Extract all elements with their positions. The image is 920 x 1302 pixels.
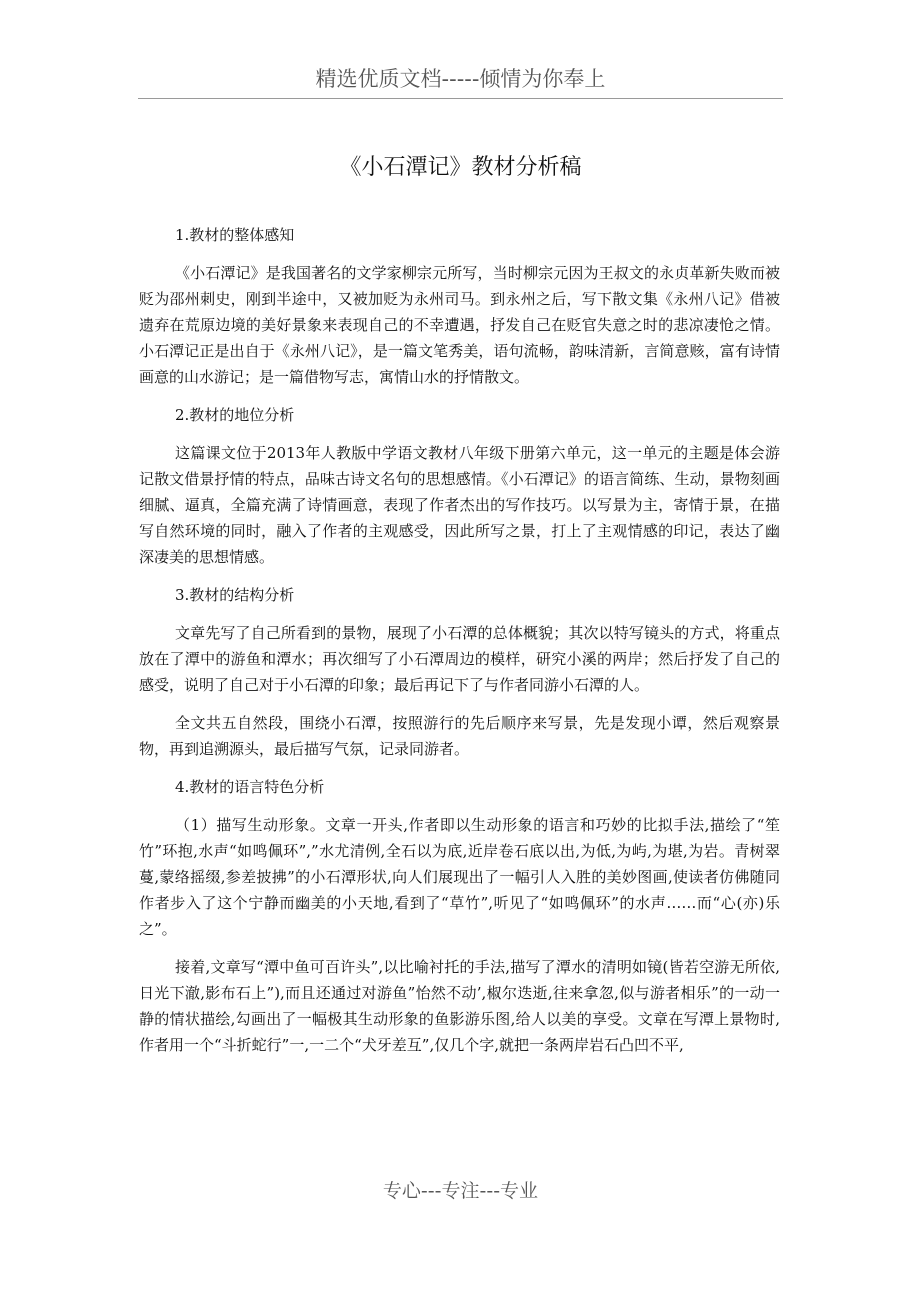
section-heading-2: 2.教材的地位分析: [175, 406, 295, 424]
section-4-paragraph-2: 接着,文章写“潭中鱼可百许头”,以比喻衬托的手法,描写了潭水的清明如镜(皆若空游无所依,日光下澈,影布石上”),而且还通过对游鱼”怡然不动’,椒尔迭逝,往来拿忽,似与游者相乐”的一动一静的情状描绘,勾画出了一幅极其生动形象的鱼影游乐图,给人以美的享受。文章在写潭上景物时,作者用一个“斗折蛇行”一,一二个“犬牙差互”,仅几个字,就把一条两岸岩石凸凹不平,: [139, 958, 780, 1054]
section-4-paragraph-1: （1）描写生动形象。文章一开头,作者即以生动形象的语言和巧妙的比拟手法,描绘了“笙竹”环抱,水声“如鸣佩环”,”水尤清例,全石以为底,近岸卷石底以出,为低,为屿,为堪,为岩。青树翠蔓,蒙络摇缀,参差披拂”的小石潭形状,向人们展现出了一幅引人入胜的美妙图画,使读者仿佛随同作者步入了这个宁静而幽美的小天地,看到了“草竹”,听见了“如鸣佩环”的水声……而“心(亦)乐之”。: [139, 816, 780, 938]
section-2-paragraph-1: 这篇课文位于2013年人教版中学语文教材八年级下册第六单元，这一单元的主题是体会游记散文借景抒情的特点，品味古诗文名句的思想感情。《小石潭记》的语言简练、生动，景物刻画细腻、逼真，全篇充满了诗情画意，表现了作者杰出的写作技巧。以写景为主，寄情于景，在描写自然环境的同时，融入了作者的主观感受，因此所写之景，打上了主观情感的印记，表达了幽深凄美的思想情感。: [139, 444, 780, 566]
section-3-paragraph-1: 文章先写了自己所看到的景物，展现了小石潭的总体概貌；其次以特写镜头的方式，将重点放在了潭中的游鱼和潭水；再次细写了小石潭周边的模样，研究小溪的两岸；然后抒发了自己的感受，说明了自己对于小石潭的印象；最后再记下了与作者同游小石潭的人。: [139, 624, 780, 694]
section-1-paragraph-1: 《小石潭记》是我国著名的文学家柳宗元所写，当时柳宗元因为王叔文的永贞革新失败而被贬为邵州刺史，刚到半途中，又被加贬为永州司马。到永州之后，写下散文集《永州八记》借被遗弃在荒原边境的美好景象来表现自己的不幸遭遇，抒发自己在贬官失意之时的悲凉凄怆之情。小石潭记正是出自于《永州八记》，是一篇文笔秀美，语句流畅，韵味清新，言简意赅，富有诗情画意的山水游记；是一篇借物写志，寓情山水的抒情散文。: [139, 264, 780, 386]
page-footer: 专心---专注---专业: [382, 1180, 539, 1202]
page-header: 精选优质文档-----倾情为你奉上: [138, 60, 783, 99]
section-heading-4: 4.教材的语言特色分析: [175, 778, 325, 796]
section-heading-3: 3.教材的结构分析: [175, 586, 295, 604]
section-3-paragraph-2: 全文共五自然段，围绕小石潭，按照游行的先后顺序来写景，先是发现小谭，然后观察景物，再到追溯源头，最后描写气氛，记录同游者。: [139, 714, 780, 758]
document-title: 《小石潭记》教材分析稿: [339, 155, 582, 180]
section-heading-1: 1.教材的整体感知: [175, 226, 295, 244]
document-body: [139, 222, 780, 1070]
